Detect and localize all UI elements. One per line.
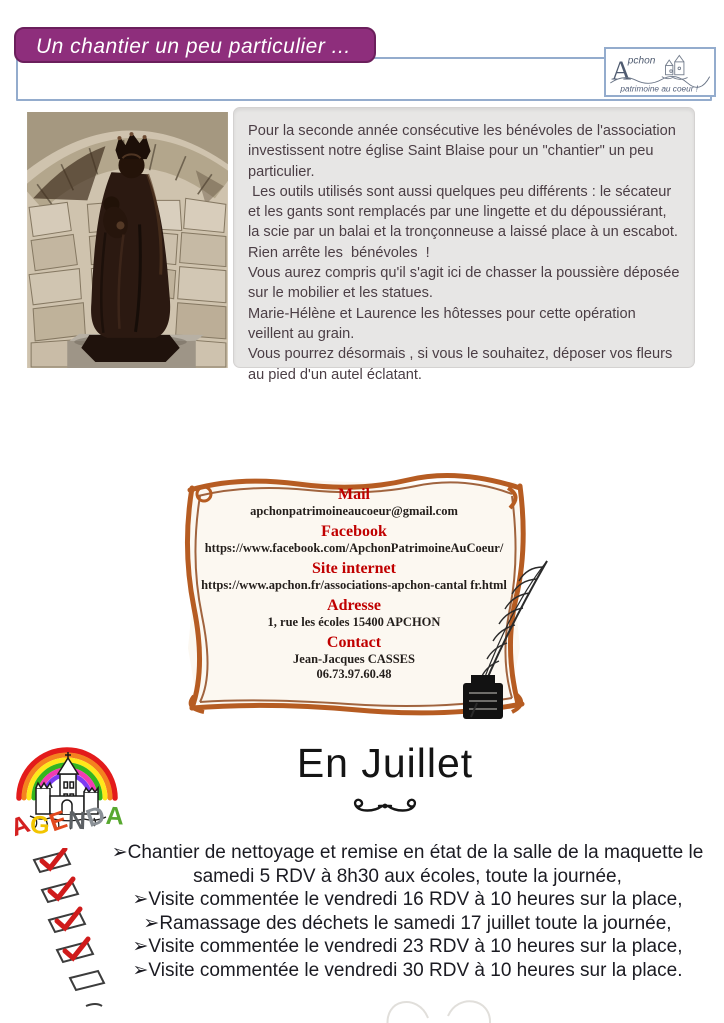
card-label-mail: Mail: [338, 486, 370, 503]
agenda-letter: N: [67, 806, 88, 836]
agenda-letter: A: [105, 801, 126, 831]
agenda-item: [98, 841, 718, 888]
article-paragraph: Vous aurez compris qu'il s'agit ici de chasser la poussière déposée sur le mobilier et les statues.: [248, 265, 684, 302]
arrow-bullet-icon: ➢: [111, 842, 128, 863]
apchon-logo-sketch-icon: [606, 49, 714, 95]
agenda-item: [98, 912, 718, 936]
quill-and-ink-icon: [455, 553, 555, 721]
card-label-contact: Contact: [326, 634, 382, 651]
agenda-item-text: Ramassage des déchets le samedi 17 juillet toute la journée,: [159, 912, 672, 934]
agenda-letter: E: [46, 804, 72, 838]
arrow-bullet-icon: ➢: [132, 936, 149, 957]
agenda-item-text: Chantier de nettoyage et remise en état de la salle de la maquette le samedi 5 RDV à 8h30 aux écoles, toute la journée,: [127, 842, 704, 887]
logo-rest: pchon: [627, 55, 656, 67]
arrow-bullet-icon: ➢: [132, 889, 149, 910]
ornament-divider-icon: [205, 797, 565, 820]
card-value-address: 1, rue les écoles 15400 APCHON: [267, 615, 441, 629]
article-paragraph: Les outils utilisés sont aussi quelques peu différents : le sécateur et les gants sont remplacés par une lingette et du dépoussiérant, la scie par un balai et la tronçonneuse a laissé place à un escabot.: [248, 183, 678, 241]
card-value-contact-name: Jean-Jacques CASSES: [293, 652, 415, 666]
card-value-email: apchonpatrimoineaucoeur@gmail.com: [250, 504, 458, 518]
card-value-facebook-url: https://www.facebook.com/ApchonPatrimoineAuCoeur/: [204, 541, 504, 555]
agenda-item: [98, 888, 718, 912]
article-paragraph: Vous pourrez désormais , si vous le souhaitez, déposer vos fleurs au pied d'un autel éclatant.: [248, 346, 677, 383]
agenda-item-text: Visite commentée le vendredi 30 RDV à 10 heures sur la place.: [148, 959, 683, 981]
article-paragraph: Marie-Hélène et Laurence les hôtesses pour cette opération veillent au grain.: [248, 305, 640, 342]
page-title: Un chantier un peu particulier ...: [14, 27, 376, 63]
logo-tagline: patrimoine au coeur !: [620, 84, 699, 94]
article-paragraph: Pour la seconde année consécutive les bénévoles de l'association investissent notre église Saint Blaise pour un "chantier" un peu particulier.: [248, 123, 680, 180]
agenda-letter: G: [29, 811, 51, 840]
association-logo: [604, 47, 716, 97]
arrow-bullet-icon: ➢: [143, 912, 160, 934]
card-value-contact-phone: 06.73.97.60.48: [316, 667, 392, 681]
article-text-box: [233, 107, 695, 383]
card-label-address: Adresse: [327, 597, 381, 614]
agenda-letter: A: [6, 809, 35, 843]
logo-initial: A: [611, 54, 632, 86]
arrow-bullet-icon: ➢: [132, 959, 149, 981]
card-value-website-url: https://www.apchon.fr/associations-apchon-cantal fr.html: [201, 578, 507, 592]
heart-hands-sketch-icon: [368, 958, 548, 1023]
agenda-item-text: Visite commentée le vendredi 16 RDV à 10 heures sur la place,: [148, 889, 683, 910]
agenda-letter: D: [82, 800, 110, 833]
statue-in-niche-illustration: [27, 112, 228, 368]
month-title: En Juillet: [296, 740, 474, 786]
agenda-item-text: Visite commentée le vendredi 23 RDV à 10 heures sur la place,: [148, 936, 683, 957]
card-label-website: Site internet: [312, 560, 396, 577]
statue-photo: [27, 112, 228, 368]
agenda-item: [98, 935, 718, 959]
article-paragraph: Rien arrête les bénévoles !: [248, 244, 430, 261]
card-label-facebook: Facebook: [321, 523, 387, 540]
